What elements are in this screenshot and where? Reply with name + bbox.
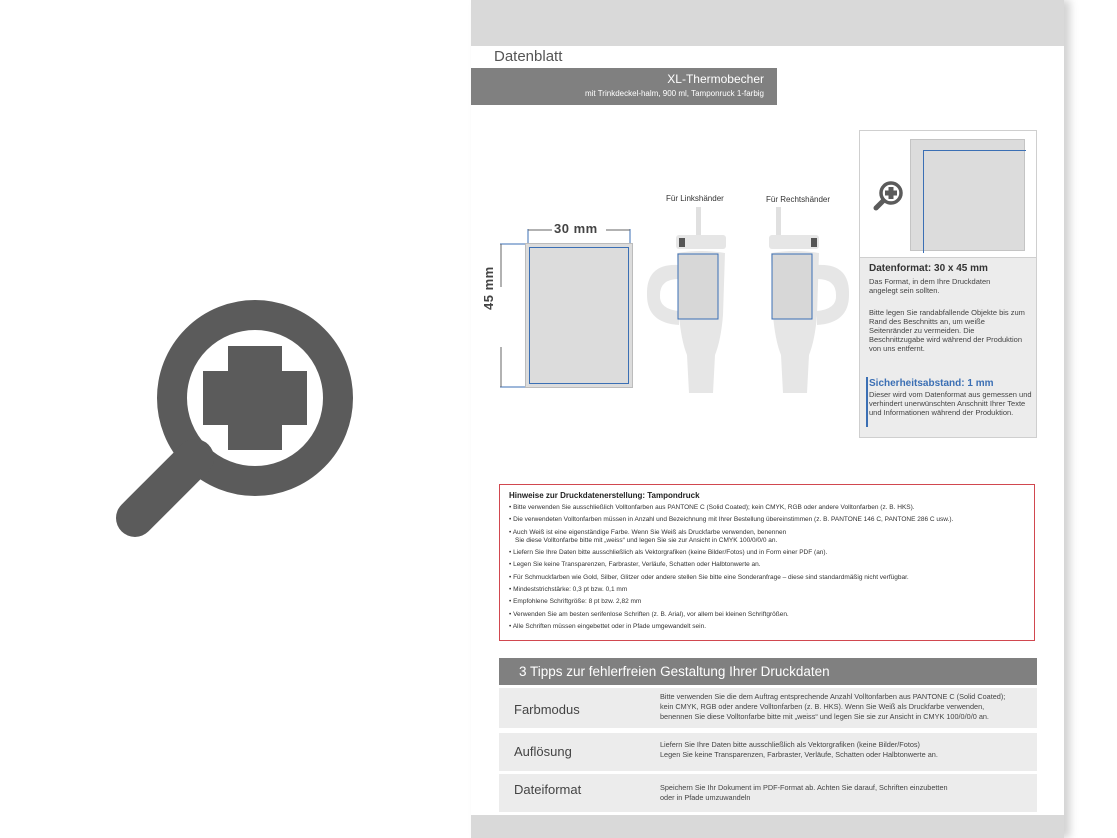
tips-heading: 3 Tipps zur fehlerfreien Gestaltung Ihrer Druckdaten (499, 658, 1037, 685)
tip-row-color-mode (499, 688, 1037, 728)
tip-text-line: Liefern Sie Ihre Daten bitte ausschließlich als Vektorgrafiken (keine Bilder/Fotos) (660, 740, 920, 749)
tip-text-line: oder in Pfade umzuwandeln (660, 793, 751, 802)
data-format-panel (859, 130, 1037, 438)
hint-item: • Bitte verwenden Sie ausschließlich Volltonfarben aus PANTONE C (Solid Coated); kein CMYK, RGB oder andere Volltonfarben (z. B. HKS). (509, 504, 915, 511)
tip-text-line: Legen Sie keine Transparenzen, Farbraster, Verläufe, Schatten oder Halbtonwerte an. (660, 750, 938, 759)
tip-row-resolution (499, 733, 1037, 771)
tip-text (660, 740, 1038, 760)
bottom-band (471, 815, 1064, 838)
hint-item: Sie diese Volltonfarbe bitte mit „weiss“ und legen Sie sie zur Ansicht in CMYK 100/0/0/0 an. (515, 536, 778, 544)
datasheet-page (471, 0, 1064, 838)
hint-item: • Für Schmuckfarben wie Gold, Silber, Glitzer oder andere stellen Sie bitte eine Sonderanfrage – diese sind standardmäßig nicht verfügbar. (509, 573, 909, 581)
width-dimension-label: 30 mm (554, 221, 598, 236)
tip-text-line: Bitte verwenden Sie die dem Auftrag entsprechende Anzahl Volltonfarben aus PANTONE C (Solid Coated); (660, 692, 1006, 701)
zoom-in-magnifier-icon[interactable] (100, 288, 360, 548)
hint-item: • Die verwendeten Volltonfarben müssen in Anzahl und Bezeichnung mit Ihrer Bestellung übereinstimmen (z. B. PANTONE 146 C, PANTONE 286 C usw.). (509, 516, 954, 524)
hint-item: • Liefern Sie Ihre Daten bitte ausschließlich als Vektorgrafiken (keine Bilder/Fotos) und in Form einer PDF (an). (509, 549, 828, 557)
print-hints-box (499, 484, 1035, 641)
datasheet-tab-title: Datenblatt (471, 46, 591, 68)
safety-margin-line (529, 247, 629, 384)
tip-text (660, 692, 1038, 722)
panel-zoom-icon[interactable] (872, 179, 906, 213)
tip-text-line: kein CMYK, RGB oder andere Volltonfarben (z. B. HKS). Wenn Sie Weiß als Druckfarbe verwenden, (660, 702, 985, 711)
right-hand-label: Für Rechtshänder (766, 195, 831, 204)
product-subtitle: mit Trinkdeckel-halm, 900 ml, Tamponruck 1-farbig (584, 89, 764, 98)
height-dimension-label: 45 mm (481, 266, 496, 310)
hint-item: • Verwenden Sie am besten serifenlose Schriften (z. B. Arial), vor allem bei kleinen Schriftgrößen. (509, 610, 789, 618)
format-text-1: Das Format, in dem Ihre Druckdaten angelegt sein sollten. (869, 277, 991, 295)
product-title: XL-Thermobecher (667, 72, 764, 86)
safety-text: Dieser wird vom Datenformat aus gemessen und verhindert unerwünschten Anschnitt Ihrer Texte und Informationen während der Produktion. (869, 390, 1032, 417)
safety-title: Sicherheitsabstand: 1 mm (869, 378, 994, 389)
safety-accent-bar (866, 377, 868, 427)
tumbler-right-hand-illustration (761, 205, 861, 395)
format-text-2: Bitte legen Sie randabfallende Objekte bis zum Rand des Beschnitts an, um weiße Seitenränder zu vermeiden. Die Beschnittzugabe wird während der Produktion von uns entfernt. (869, 308, 1025, 353)
print-area-box (525, 243, 633, 388)
hint-item: • Alle Schriften müssen eingebettet oder in Pfade umgewandelt sein. (509, 622, 707, 630)
left-hand-label: Für Linkshänder (666, 194, 724, 203)
tumbler-left-hand-illustration (641, 205, 741, 395)
hints-title: Hinweise zur Druckdatenerstellung: Tampondruck (509, 491, 700, 500)
hints-list (509, 504, 1025, 631)
format-title: Datenformat: 30 x 45 mm (869, 263, 988, 274)
hint-item: • Empfohlene Schriftgröße: 8 pt bzw. 2,82 mm (509, 598, 642, 606)
tip-text-line: Speichern Sie Ihr Dokument im PDF-Format ab. Achten Sie darauf, Schriften einzubetten (660, 783, 948, 792)
tip-label: Dateiformat (514, 782, 582, 797)
preview-safety-line (923, 150, 1026, 253)
product-header (471, 68, 777, 105)
tip-label: Farbmodus (514, 702, 580, 717)
top-band (471, 0, 1064, 46)
preview-sheet (910, 139, 1025, 251)
panel-preview (860, 131, 1036, 258)
tip-text (660, 783, 1038, 803)
hint-item: • Auch Weiß ist eine eigenständige Farbe. Wenn Sie Weiß als Druckfarbe verwenden, benennen (509, 528, 787, 536)
hint-item: • Legen Sie keine Transparenzen, Farbraster, Verläufe, Schatten oder Halbtonwerte an. (509, 561, 761, 569)
tip-text-line: benennen Sie diese Volltonfarbe bitte mit „weiss“ und legen Sie sie zur Ansicht in CMYK 100/0/0/0 an. (660, 712, 989, 721)
hint-item: • Mindeststrichstärke: 0,3 pt bzw. 0,1 mm (509, 586, 628, 594)
tip-row-file-format (499, 774, 1037, 812)
tip-label: Auflösung (514, 744, 572, 759)
